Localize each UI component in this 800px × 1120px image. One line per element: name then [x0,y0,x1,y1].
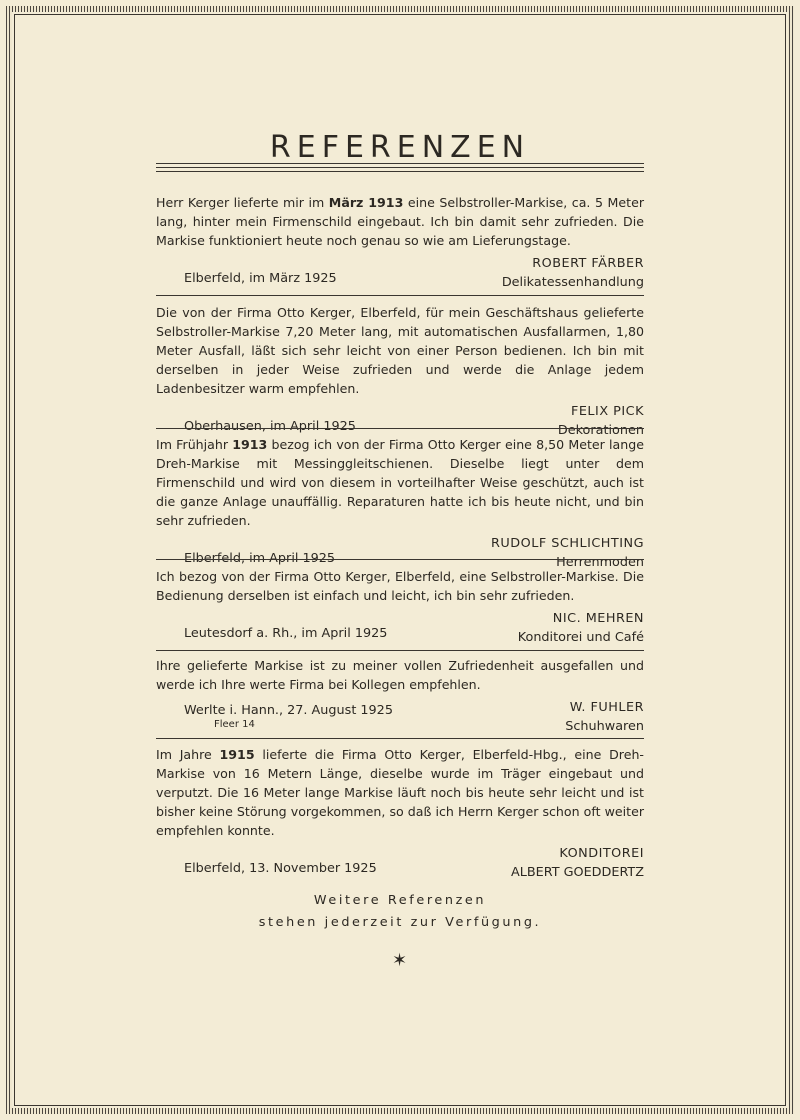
star-ornament-icon: ✶ [392,950,408,971]
reference-place: Oberhausen, im April 1925 [184,419,356,434]
reference-text: Im Jahre 1915 lieferte die Firma Otto Kerger, Elberfeld-Hbg., eine Dreh-Markise von 16 Metern Länge, dieselbe wurde im Träger eingebaut und verputzt. Die 16 Meter lange Markise läuft noch bis heute sehr leicht und ist bisher keine Störung vorgekommen, so daß ich Herrn Kerger schon oft weiter empfehlen konnte. [156,747,644,838]
reference-signer [565,698,644,736]
reference-entry [156,567,644,649]
signer-name: KONDITOREI [559,846,644,861]
signer-name: FELIX PICK [570,404,644,419]
reference-place: Elberfeld, im April 1925 [184,551,336,566]
reference-entry [156,193,644,294]
reference-place: Elberfeld, im März 1925 [184,271,337,286]
divider [156,650,644,651]
reference-signature [156,609,644,649]
signer-business: Schuhwaren [565,719,644,734]
title-rule [156,171,644,172]
signer-name: NIC. MEHREN [552,611,644,626]
closing-line: Weitere Referenzen [313,893,487,908]
reference-place-note: Fleer 14 [214,719,255,730]
divider [156,295,644,296]
reference-place: Werlte i. Hann., 27. August 1925 Fleer 14 [184,703,393,730]
reference-signer [518,609,644,647]
title-rule [156,163,644,164]
signer-business: Dekorationen [557,423,644,438]
divider [156,738,644,739]
closing-line: stehen jederzeit zur Verfügung. [258,915,542,930]
reference-text: Herr Kerger lieferte mir im März 1913 eine Selbstroller-Markise, ca. 5 Meter lang, hinter mein Firmenschild eingebaut. Ich bin damit sehr zufrieden. Die Markise funktioniert heute noch genau so wie am Lieferungstage. [156,195,644,248]
title-rule [156,167,644,168]
reference-signer [511,844,644,882]
reference-text: Im Frühjahr 1913 bezog ich von der Firma Otto Kerger eine 8,50 Meter lange Dreh-Markise mit Messinggleitschienen. Dieselbe liegt unter dem Firmenschild und wird von diesem in vorteilhafter Weise geschützt, auch ist die ganze Anlage unauffällig. Reparaturen hatte ich bis heute nicht, und bin sehr zufrieden. [156,437,644,528]
reference-text: Ich bezog von der Firma Otto Kerger, Elberfeld, eine Selbstroller-Markise. Die Bedienung derselben ist einfach und leicht, ich bin sehr zufrieden. [156,569,644,603]
reference-entry [156,303,644,442]
signer-name: ROBERT FÄRBER [532,256,644,271]
reference-signature [156,844,644,884]
reference-entry [156,435,644,574]
signer-business: Herrenmoden [556,555,644,570]
reference-text: Die von der Firma Otto Kerger, Elberfeld, für mein Geschäftshaus gelieferte Selbstroller-Markise 7,20 Meter lang, mit automatischen Ausfallarmen, 1,80 Meter Ausfall, läßt sich sehr leicht von einer Person bedienen. Ich bin mit derselben in jeder Weise zufrieden und werde die Anlage jedem Ladenbesitzer warm empfehlen. [156,305,644,396]
reference-entry [156,745,644,884]
closing-note [156,890,644,934]
reference-text: Ihre gelieferte Markise ist zu meiner vollen Zufriedenheit ausgefallen und werde ich Ihre werte Firma bei Kollegen empfehlen. [156,658,644,692]
signer-name: W. FUHLER [569,700,644,715]
signer-name: RUDOLF SCHLICHTING [491,536,644,551]
reference-signer [502,254,644,292]
reference-signature [156,698,644,738]
reference-signature [156,254,644,294]
signer-business: Delikatessenhandlung [501,275,644,290]
reference-place: Leutesdorf a. Rh., im April 1925 [184,626,388,641]
reference-place: Elberfeld, 13. November 1925 [184,861,377,876]
signer-business: Konditorei und Café [517,630,644,645]
signer-business: ALBERT GOEDDERTZ [510,865,644,880]
reference-entry [156,656,644,738]
page-title: REFERENZEN [269,130,531,165]
divider [156,428,644,429]
divider [156,559,644,560]
